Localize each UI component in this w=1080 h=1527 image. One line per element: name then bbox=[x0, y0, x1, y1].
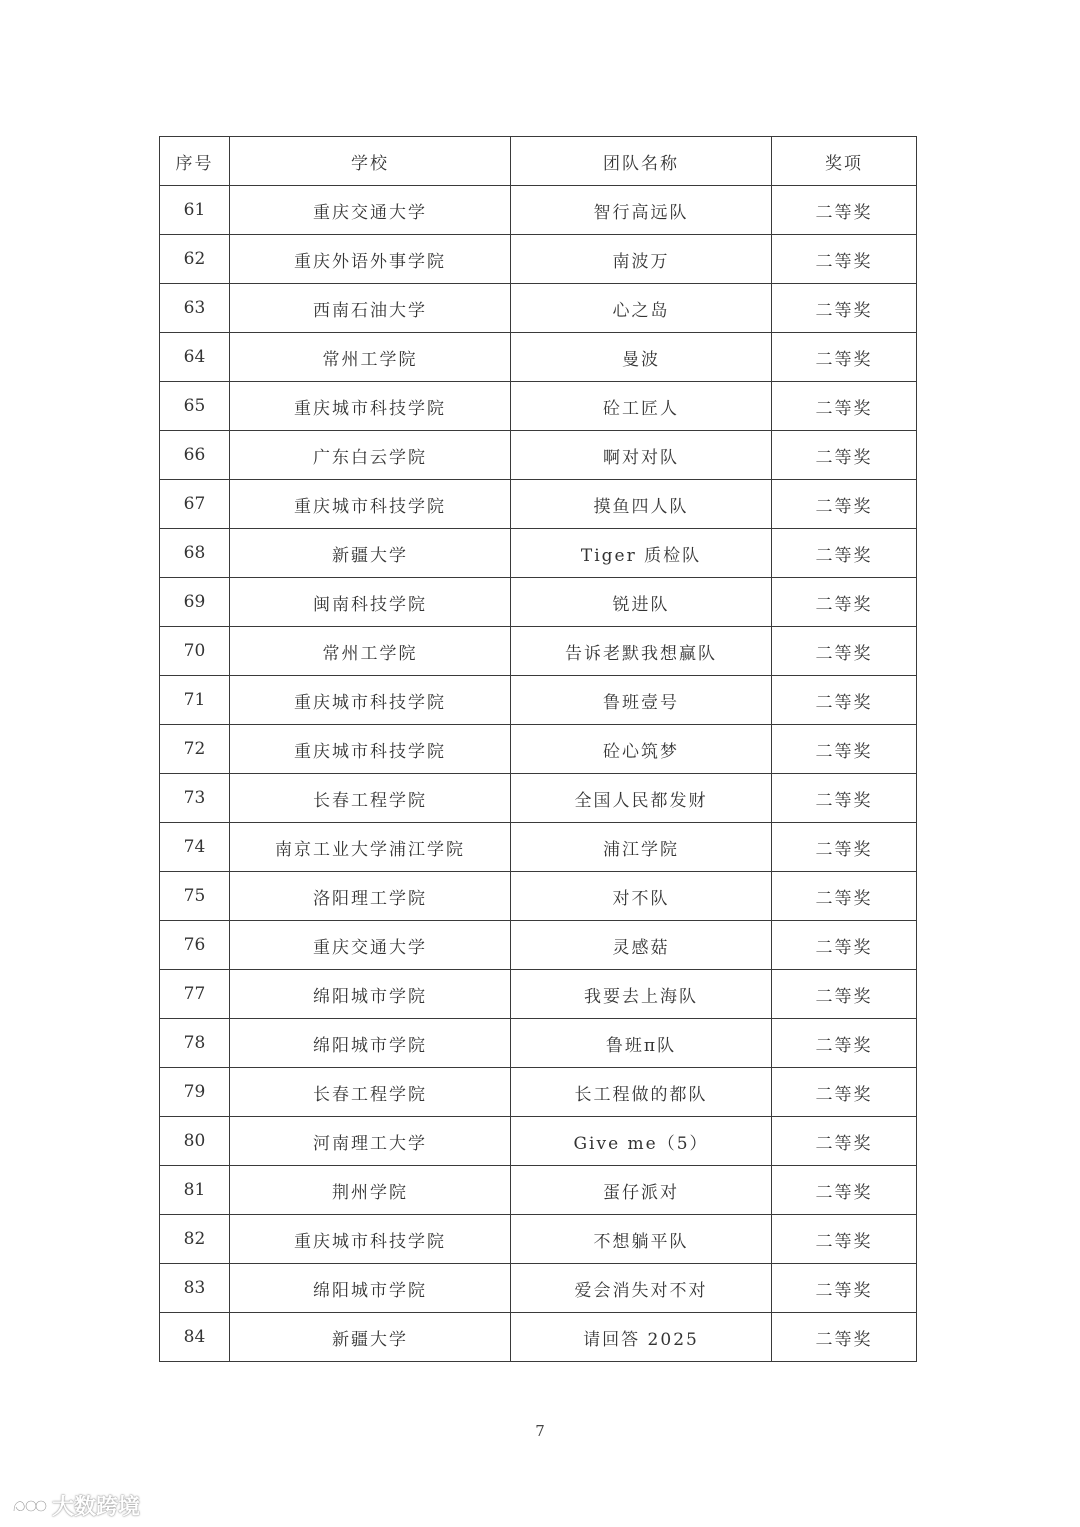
cell-index: 83 bbox=[160, 1264, 230, 1313]
cell-team-name: 不想躺平队 bbox=[511, 1215, 772, 1264]
table-row bbox=[160, 774, 917, 823]
cell-school: 重庆城市科技学院 bbox=[230, 1215, 511, 1264]
cell-school: 重庆外语外事学院 bbox=[230, 235, 511, 284]
table-header-row bbox=[160, 137, 917, 186]
cell-school: 重庆城市科技学院 bbox=[230, 676, 511, 725]
cell-award: 二等奖 bbox=[772, 480, 917, 529]
cell-team-name: 我要去上海队 bbox=[511, 970, 772, 1019]
cell-school: 新疆大学 bbox=[230, 1313, 511, 1362]
table-row bbox=[160, 333, 917, 382]
table-row bbox=[160, 284, 917, 333]
cell-school: 长春工程学院 bbox=[230, 774, 511, 823]
cell-school: 西南石油大学 bbox=[230, 284, 511, 333]
cell-index: 72 bbox=[160, 725, 230, 774]
cell-team-name: 锐进队 bbox=[511, 578, 772, 627]
cell-index: 64 bbox=[160, 333, 230, 382]
cell-team-name: 蛋仔派对 bbox=[511, 1166, 772, 1215]
table-row bbox=[160, 823, 917, 872]
cell-team-name: 曼波 bbox=[511, 333, 772, 382]
cell-award: 二等奖 bbox=[772, 872, 917, 921]
cell-team-name: 全国人民都发财 bbox=[511, 774, 772, 823]
cell-team-name: 智行高远队 bbox=[511, 186, 772, 235]
cell-team-name: 心之岛 bbox=[511, 284, 772, 333]
cell-team-name: 长工程做的都队 bbox=[511, 1068, 772, 1117]
cell-index: 79 bbox=[160, 1068, 230, 1117]
cell-award: 二等奖 bbox=[772, 578, 917, 627]
table-body bbox=[160, 186, 917, 1362]
watermark-text: 大数跨境 bbox=[52, 1495, 141, 1520]
cell-index: 71 bbox=[160, 676, 230, 725]
cell-award: 二等奖 bbox=[772, 1117, 917, 1166]
table-row bbox=[160, 1215, 917, 1264]
cell-index: 70 bbox=[160, 627, 230, 676]
table-row bbox=[160, 578, 917, 627]
cell-school: 重庆城市科技学院 bbox=[230, 725, 511, 774]
cell-index: 77 bbox=[160, 970, 230, 1019]
cell-award: 二等奖 bbox=[772, 970, 917, 1019]
cell-school: 闽南科技学院 bbox=[230, 578, 511, 627]
table-row bbox=[160, 480, 917, 529]
cell-index: 66 bbox=[160, 431, 230, 480]
cell-award: 二等奖 bbox=[772, 1068, 917, 1117]
cell-index: 65 bbox=[160, 382, 230, 431]
table-row bbox=[160, 970, 917, 1019]
table-row bbox=[160, 1264, 917, 1313]
cell-school: 长春工程学院 bbox=[230, 1068, 511, 1117]
table-row bbox=[160, 186, 917, 235]
cell-award: 二等奖 bbox=[772, 431, 917, 480]
cell-award: 二等奖 bbox=[772, 186, 917, 235]
table-row bbox=[160, 235, 917, 284]
cell-award: 二等奖 bbox=[772, 725, 917, 774]
cell-school: 新疆大学 bbox=[230, 529, 511, 578]
cell-team-name: 鲁班壹号 bbox=[511, 676, 772, 725]
cell-school: 荆州学院 bbox=[230, 1166, 511, 1215]
table-row bbox=[160, 725, 917, 774]
cell-team-name: Tiger 质检队 bbox=[511, 529, 772, 578]
cell-school: 南京工业大学浦江学院 bbox=[230, 823, 511, 872]
cell-index: 75 bbox=[160, 872, 230, 921]
cell-school: 绵阳城市学院 bbox=[230, 1019, 511, 1068]
cell-award: 二等奖 bbox=[772, 921, 917, 970]
cell-team-name: 爱会消失对不对 bbox=[511, 1264, 772, 1313]
cell-school: 绵阳城市学院 bbox=[230, 1264, 511, 1313]
cell-index: 82 bbox=[160, 1215, 230, 1264]
cell-team-name: 对不队 bbox=[511, 872, 772, 921]
header-award: 奖项 bbox=[772, 137, 917, 186]
table-row bbox=[160, 676, 917, 725]
cell-school: 河南理工大学 bbox=[230, 1117, 511, 1166]
cell-school: 广东白云学院 bbox=[230, 431, 511, 480]
cell-school: 常州工学院 bbox=[230, 333, 511, 382]
header-school: 学校 bbox=[230, 137, 511, 186]
brand-logo-icon bbox=[10, 1495, 48, 1517]
cell-award: 二等奖 bbox=[772, 774, 917, 823]
cell-index: 74 bbox=[160, 823, 230, 872]
watermark bbox=[10, 1490, 140, 1521]
cell-team-name: 告诉老默我想赢队 bbox=[511, 627, 772, 676]
cell-index: 69 bbox=[160, 578, 230, 627]
cell-award: 二等奖 bbox=[772, 1019, 917, 1068]
cell-award: 二等奖 bbox=[772, 823, 917, 872]
table-row bbox=[160, 1166, 917, 1215]
cell-index: 62 bbox=[160, 235, 230, 284]
cell-award: 二等奖 bbox=[772, 284, 917, 333]
cell-award: 二等奖 bbox=[772, 1215, 917, 1264]
table-row bbox=[160, 627, 917, 676]
cell-team-name: Give me（5） bbox=[511, 1117, 772, 1166]
awards-table bbox=[159, 136, 917, 1362]
cell-team-name: 摸鱼四人队 bbox=[511, 480, 772, 529]
cell-index: 73 bbox=[160, 774, 230, 823]
cell-index: 68 bbox=[160, 529, 230, 578]
cell-award: 二等奖 bbox=[772, 333, 917, 382]
cell-index: 84 bbox=[160, 1313, 230, 1362]
table-row bbox=[160, 872, 917, 921]
cell-award: 二等奖 bbox=[772, 676, 917, 725]
table-row bbox=[160, 431, 917, 480]
header-team-name: 团队名称 bbox=[511, 137, 772, 186]
cell-team-name: 砼心筑梦 bbox=[511, 725, 772, 774]
cell-team-name: 南波万 bbox=[511, 235, 772, 284]
cell-award: 二等奖 bbox=[772, 1264, 917, 1313]
cell-school: 重庆城市科技学院 bbox=[230, 382, 511, 431]
cell-team-name: 鲁班π队 bbox=[511, 1019, 772, 1068]
cell-award: 二等奖 bbox=[772, 382, 917, 431]
cell-index: 80 bbox=[160, 1117, 230, 1166]
cell-award: 二等奖 bbox=[772, 1313, 917, 1362]
cell-school: 重庆交通大学 bbox=[230, 186, 511, 235]
cell-award: 二等奖 bbox=[772, 1166, 917, 1215]
cell-school: 常州工学院 bbox=[230, 627, 511, 676]
table-row bbox=[160, 1019, 917, 1068]
cell-school: 洛阳理工学院 bbox=[230, 872, 511, 921]
table-row bbox=[160, 382, 917, 431]
cell-index: 63 bbox=[160, 284, 230, 333]
cell-team-name: 浦江学院 bbox=[511, 823, 772, 872]
cell-school: 重庆城市科技学院 bbox=[230, 480, 511, 529]
cell-award: 二等奖 bbox=[772, 529, 917, 578]
cell-school: 绵阳城市学院 bbox=[230, 970, 511, 1019]
cell-index: 76 bbox=[160, 921, 230, 970]
cell-index: 67 bbox=[160, 480, 230, 529]
cell-school: 重庆交通大学 bbox=[230, 921, 511, 970]
cell-index: 81 bbox=[160, 1166, 230, 1215]
cell-team-name: 请回答 2025 bbox=[511, 1313, 772, 1362]
table-row bbox=[160, 1117, 917, 1166]
table-row bbox=[160, 1313, 917, 1362]
cell-index: 78 bbox=[160, 1019, 230, 1068]
table-row bbox=[160, 529, 917, 578]
table-row bbox=[160, 1068, 917, 1117]
cell-team-name: 啊对对队 bbox=[511, 431, 772, 480]
table-row bbox=[160, 921, 917, 970]
page-number: 7 bbox=[535, 1422, 545, 1440]
header-index: 序号 bbox=[160, 137, 230, 186]
cell-award: 二等奖 bbox=[772, 627, 917, 676]
cell-team-name: 砼工匠人 bbox=[511, 382, 772, 431]
cell-award: 二等奖 bbox=[772, 235, 917, 284]
cell-team-name: 灵感菇 bbox=[511, 921, 772, 970]
cell-index: 61 bbox=[160, 186, 230, 235]
